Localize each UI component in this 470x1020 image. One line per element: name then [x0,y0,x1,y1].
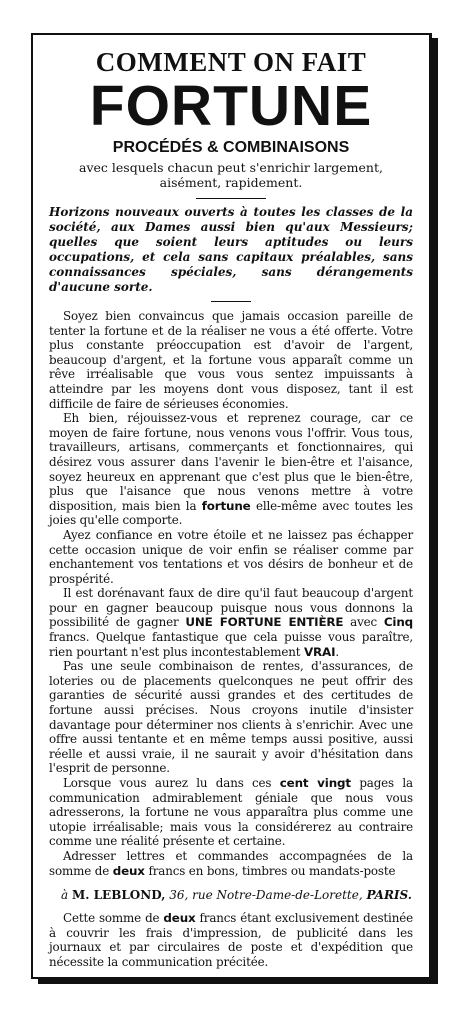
paragraph-7-text-b: francs en bons, timbres ou mandats-poste [148,863,396,878]
paragraph-4-text-d: . [335,644,340,659]
paragraph-8-bold: deux [163,911,196,926]
address-name: M. LEBLOND, [71,888,166,903]
paragraph-7 [49,849,413,878]
paragraph-3: Ayez confiance en votre étoile et ne laissez pas échapper cette occasion unique de voir enfin se réaliser comme par enchantement vos tentations et vos désirs de bonheur et de prospérité. [49,527,413,586]
paragraph-8-text-b: francs étant exclusivement destinée à couvrir les frais d'impression, de publicité dans les journaux et par circulaires de poste et d'expédition que nécessite la communication précitée. [49,911,413,969]
frame-shadow-right [432,38,438,983]
paragraph-4 [49,586,413,659]
paragraph-5: Pas une seule combinaison de rentes, d'assurances, de loteries ou de placements quelconques ne peut offrir des garanties de sécurité aussi grandes et des certitudes de fortune aussi précises. Nous croyons inutile d'insister davantage pour déterminer nos clients à s'enrichir. Avec une offre aussi tentante et en même temps aussi positive, aussi réelle et aussi vraie, il ne saurait y avoir d'hésitation dans l'esprit de personne. [49,659,413,776]
divider [196,198,266,199]
paragraph-2-text-a: Eh bien, réjouissez-vous et reprenez courage, car ce moyen de faire fortune, nous venons vous l'offrir. Vous tous, travailleurs, artisans, commerçants et fonctionnaires, qui désirez vous assurer dans l'avenir le bien-être et l'aisance, soyez heureux en apprenant que c'est plus que le bien-être, plus que l'aisance que nous venons mettre à votre disposition, mais bien la [49,411,413,513]
headline-line1: COMMENT ON FAIT [95,47,367,77]
headline-fortune: FORTUNE [89,74,373,138]
paragraph-2-bold: fortune [201,498,251,513]
advertisement-frame [31,33,432,979]
paragraph-8-text-a: Cette somme de [63,911,160,926]
paragraph-7-bold: deux [112,863,145,878]
paragraph-4-text-c: francs. Quelque fantastique que cela puisse vous paraître, rien pourtant n'est plus incontestablement [49,630,413,659]
paragraph-4-bold-fortune: UNE FORTUNE ENTIÈRE [185,615,344,630]
intro-paragraph: Horizons nouveaux ouverts à toutes les classes de la société, aux Dames aussi bien qu'aux Messieurs; quelles que soient leurs aptitudes ou leurs occupations, et cela sans capitaux préalables, sans connaissances spéciales, sans dérangements d'aucune sorte. [49,205,413,294]
paragraph-6-bold: cent vingt [279,776,351,790]
address-prefix: à [61,888,69,903]
paragraph-2 [49,411,413,528]
paragraph-4-text-b: avec [350,615,378,630]
paragraph-2-text-b: elle-même avec toutes les joies qu'elle comporte. [49,498,413,528]
frame-shadow-bottom [38,979,438,984]
address-street: 36, rue Notre-Dame-de-Lorette, [169,888,363,903]
divider-small [211,301,251,302]
paragraph-6-text-b: pages la communication admirablement géniale que nous vous adresserons, la fortune ne vous apparaîtra plus comme une utopie irréalisable; mais vous la considérerez au contraire comme une réalité présente et certaine. [49,776,413,849]
subtitle: avec lesquels chacun peut s'enrichir largement, aisément, rapidement. [79,160,383,190]
address-line [61,888,413,903]
paragraph-7-text-a: Adresser lettres et commandes accompagnées de la somme de [49,848,413,878]
paragraph-4-bold-cinq: Cinq [383,615,413,630]
paragraph-4-text-a: Il est dorénavant faux de dire qu'il faut beaucoup d'argent pour en gagner beaucoup puisque nous vous donnons la possibilité de gagner [49,586,413,630]
paragraph-6 [49,776,413,849]
headline-procedes: PROCÉDÉS & COMBINAISONS [112,139,350,156]
paragraph-4-bold-vrai: VRAI [304,644,336,659]
paragraph-6-text-a: Lorsque vous aurez lu dans ces [63,776,272,790]
paragraph-8 [49,911,413,969]
paragraph-1: Soyez bien convaincus que jamais occasion pareille de tenter la fortune et de la réaliser ne vous a été offerte. Votre plus constante préoccupation est d'avoir de l'argent, beaucoup d'argent, et la fortune vous apparaît comme un rêve irréalisable que vous vous sentez impuissants à atteindre par les moyens dont vous disposez, tant il est difficile de faire de sérieuses économies. [49,309,413,411]
address-city: PARIS. [366,888,412,903]
